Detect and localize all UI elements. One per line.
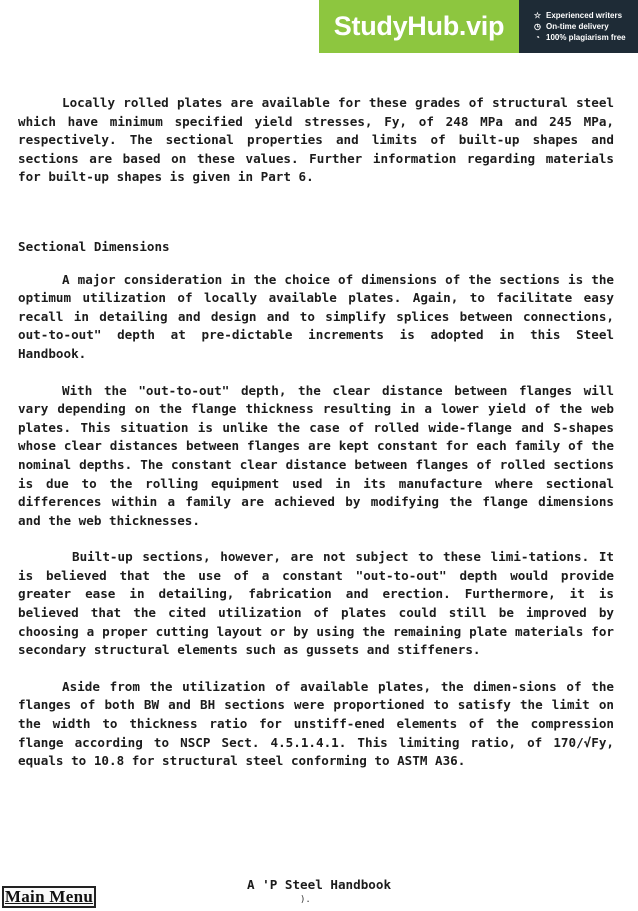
paragraph-built-up-sections: Built-up sections, however, are not subject to these limi-tations. It is believed that the use of a constant "out-to-out" depth would provide greater ease in detailing, fabrication and erection. Furthermore, it is believed that the cited utilization of plates could still be improved by choosing a proper cutting layout or by using the remaining plate materials for secondary structural elements such as gussets and stiffeners. [18, 549, 614, 658]
paragraph-flange-proportions: Aside from the utilization of available plates, the dimen-sions of the flanges of both BW and BH sections were proportioned to satisfy the limit on the width to thickness ratio for unstiff-ened elements of the compression flange according to NSCP Sect. 4.5.1.4.1. This limiting ratio, of 170/√Fy, equals to 10.8 for structural steel conforming to ASTM A36. [18, 678, 614, 769]
feature-label: 100% plagiarism free [546, 33, 626, 42]
page-number: ). [300, 895, 311, 905]
clock-icon: ◷ [534, 22, 541, 31]
paragraph-materials: Locally rolled plates are available for these grades of structural steel which have minimum specified yield stresses, Fy, of 248 MPa and 245 MPa, respectively. The sectional properties and limits of built-up shapes and sections are based on these values. Further information regarding materials for built-up shapes is given in Part 6. [18, 95, 614, 185]
page-footer: A 'P Steel Handbook [246, 877, 392, 892]
banner-features [519, 0, 638, 53]
document-page [18, 94, 614, 771]
feature-label: Experienced writers [546, 11, 623, 20]
section-heading: Sectional Dimensions [18, 238, 170, 254]
feature-label: On-time delivery [546, 22, 609, 31]
paragraph-dimensions-intro: A major consideration in the choice of dimensions of the sections is the optimum utilization of locally available plates. Again, to facilitate easy recall in detailing and design and to simplify splices between connections, out-to-out" depth at pre-dictable increments is adopted in this Steel Handbook. [18, 271, 614, 361]
feature-experienced-writers [533, 11, 638, 20]
feature-plagiarism-free [533, 33, 638, 42]
paragraph-out-to-out-depth: With the "out-to-out" depth, the clear distance between flanges will vary depending on the flange thickness resulting in a lower yield of the web plates. This situation is unlike the case of rolled wide-flange and S-shapes whose clear distances between flanges are kept constant for each family of the nominal depths. The constant clear distance between flanges of rolled sections is due to the rolling equipment used in its manufacture where sectional differences within a family are achieved by modifying the flange dimensions and the web thicknesses. [18, 382, 614, 528]
main-menu-button[interactable]: Main Menu [2, 886, 96, 908]
studyhub-logo[interactable]: StudyHub.vip [319, 0, 519, 53]
plagiarism-icon: ◔ [535, 33, 540, 42]
studyhub-banner[interactable] [319, 0, 638, 53]
star-icon: ☆ [533, 11, 542, 20]
feature-on-time-delivery [533, 22, 638, 31]
